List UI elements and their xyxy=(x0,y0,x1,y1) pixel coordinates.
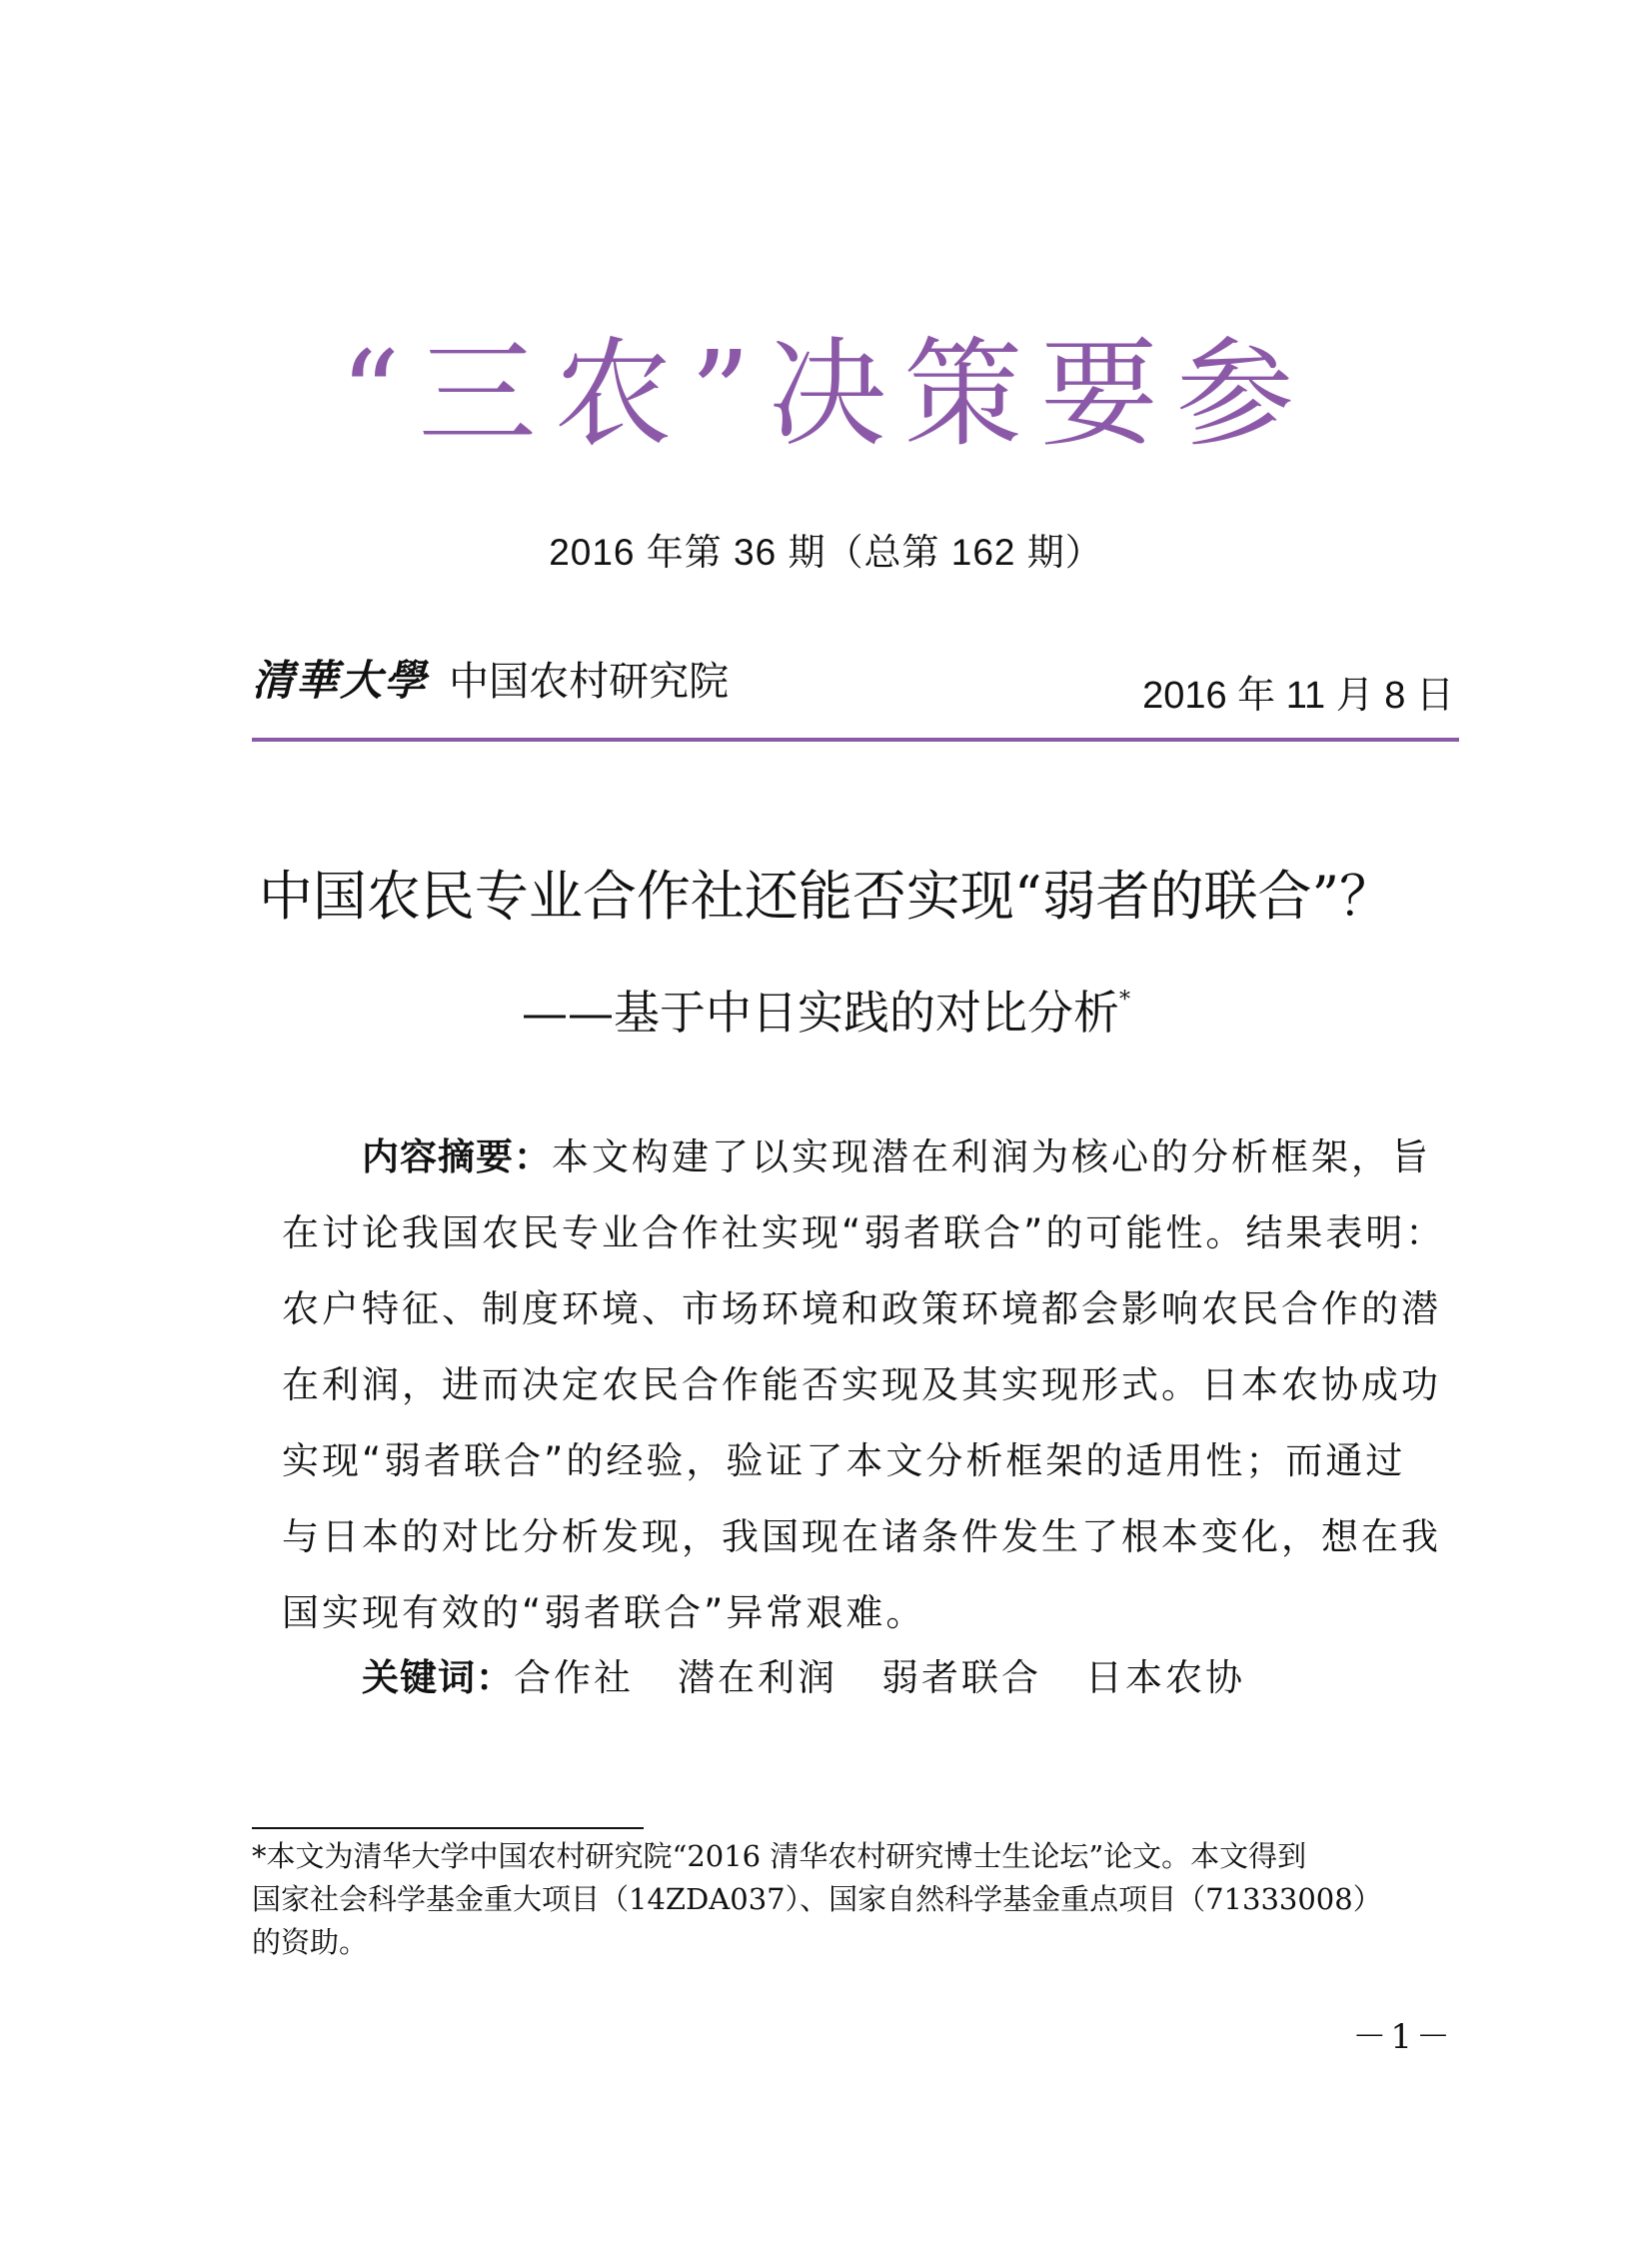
issue-number: 2016 年第 36 期（总第 162 期） xyxy=(549,532,1103,573)
page-number: －1－ xyxy=(1352,2017,1454,2057)
footnote-line: *本文为清华大学中国农村研究院“2016 清华农村研究博士生论坛”论文。本文得到 xyxy=(252,1839,1307,1873)
abstract-label: 内容摘要： xyxy=(362,1135,552,1178)
footnote-line: 国家社会科学基金重大项目（14ZDA037）、国家自然科学基金重点项目（71333008） xyxy=(252,1882,1382,1916)
keyword: 合作社 xyxy=(514,1656,634,1699)
keywords-label: 关键词： xyxy=(362,1656,514,1699)
header-divider xyxy=(252,738,1459,742)
abstract-line: 在讨论我国农民专业合作社实现“弱者联合”的可能性。结果表明： xyxy=(282,1211,1446,1254)
abstract-line: 国实现有效的“弱者联合”异常艰难。 xyxy=(282,1591,926,1634)
keyword: 潜在利润 xyxy=(678,1656,837,1699)
university-logo: 清華大學 xyxy=(252,656,429,705)
footnote-marker: * xyxy=(1119,988,1130,1013)
abstract xyxy=(282,1120,1446,1651)
article-title: 中国农民专业合作社还能否实现“弱者的联合”？ xyxy=(258,865,1394,928)
abstract-line: 实现“弱者联合”的经验，验证了本文分析框架的适用性；而通过 xyxy=(282,1439,1406,1482)
publication-date: 2016 年 11 月 8 日 xyxy=(1142,675,1454,717)
institute-name: 中国农村研究院 xyxy=(449,659,730,705)
article-subtitle xyxy=(0,986,1652,1040)
abstract-line: 内容摘要：本文构建了以实现潜在利润为核心的分析框架，旨 xyxy=(362,1135,1431,1178)
abstract-line: 农户特征、制度环境、市场环境和政策环境都会影响农民合作的潜 xyxy=(282,1287,1441,1330)
keyword: 日本农协 xyxy=(1085,1656,1245,1699)
subtitle-text: ——基于中日实践的对比分析 xyxy=(522,986,1119,1040)
keyword: 弱者联合 xyxy=(881,1656,1041,1699)
keywords xyxy=(362,1647,1289,1701)
footnote-divider xyxy=(252,1827,644,1829)
abstract-line: 在利润，进而决定农民合作能否实现及其实现形式。日本农协成功 xyxy=(282,1363,1441,1406)
footnote-line: 的资助。 xyxy=(252,1925,369,1959)
institution xyxy=(252,656,730,705)
masthead-title: “三农”决策要参 xyxy=(340,325,1312,463)
footnote xyxy=(252,1835,1461,1964)
abstract-line: 与日本的对比分析发现，我国现在诸条件发生了根本变化，想在我 xyxy=(282,1515,1441,1558)
